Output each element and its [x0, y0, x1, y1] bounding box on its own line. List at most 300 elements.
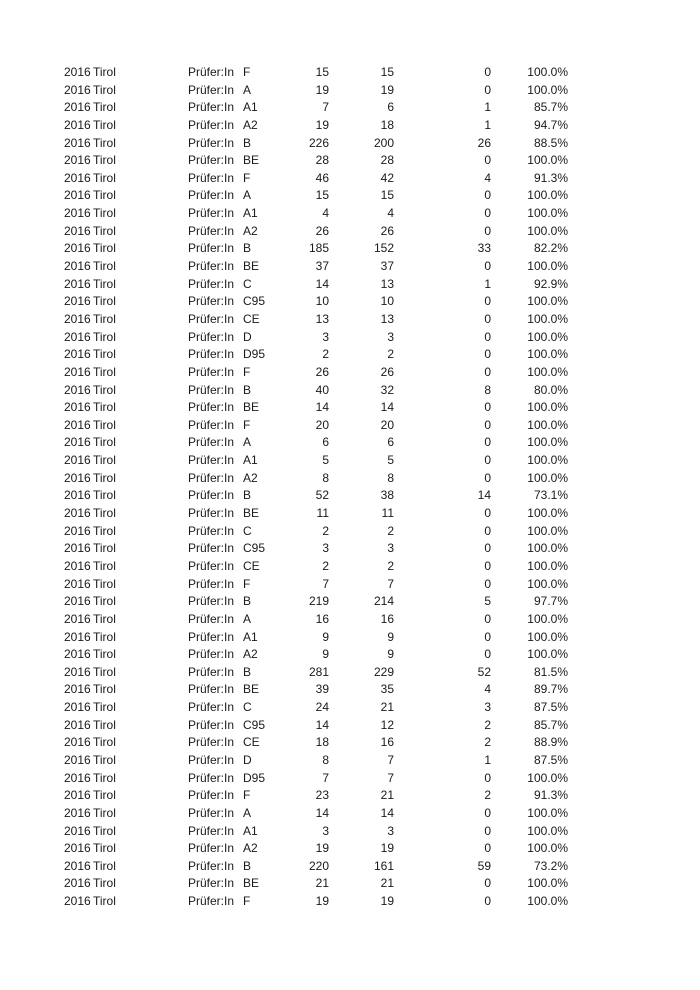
license-class-cell: C95	[243, 294, 266, 309]
role-cell: Prüfer:In	[188, 223, 235, 238]
table-row	[0, 875, 700, 893]
passed-count-cell: 3	[387, 541, 394, 556]
table-row	[0, 699, 700, 717]
table-row	[0, 329, 700, 347]
license-class-cell: D95	[243, 770, 266, 785]
failed-count-cell: 0	[484, 188, 491, 203]
table-row	[0, 823, 700, 841]
role-cell: Prüfer:In	[188, 206, 235, 221]
total-count-cell: 11	[316, 506, 329, 521]
role-cell: Prüfer:In	[188, 523, 235, 538]
total-count-cell: 19	[315, 841, 329, 856]
passed-count-cell: 19	[380, 841, 394, 856]
failed-count-cell: 8	[484, 382, 491, 397]
year-cell: 2016	[64, 876, 91, 891]
failed-count-cell: 0	[484, 558, 491, 573]
passed-count-cell: 20	[380, 417, 394, 432]
year-cell: 2016	[64, 664, 91, 679]
pass-rate-cell: 100.0%	[527, 65, 568, 79]
role-cell: Prüfer:In	[188, 700, 235, 715]
year-cell: 2016	[64, 858, 91, 873]
role-cell: Prüfer:In	[188, 682, 235, 697]
pass-rate-cell: 100.0%	[527, 506, 568, 521]
passed-count-cell: 152	[373, 241, 394, 256]
table-row	[0, 752, 700, 770]
pass-rate-cell: 73.2%	[533, 858, 568, 873]
license-class-cell: A	[243, 611, 252, 626]
passed-count-cell: 14	[380, 400, 394, 415]
failed-count-cell: 0	[484, 541, 491, 556]
failed-count-cell: 0	[484, 894, 491, 909]
role-cell: Prüfer:In	[188, 717, 235, 732]
failed-count-cell: 0	[484, 223, 491, 238]
region-cell: Tirol	[93, 647, 116, 662]
role-cell: Prüfer:In	[188, 153, 235, 168]
table-row	[0, 470, 700, 488]
role-cell: Prüfer:In	[188, 259, 235, 274]
passed-count-cell: 3	[387, 823, 394, 838]
failed-count-cell: 0	[484, 364, 491, 379]
pass-rate-cell: 100.0%	[527, 541, 568, 556]
total-count-cell: 18	[315, 735, 329, 750]
role-cell: Prüfer:In	[188, 276, 235, 291]
region-cell: Tirol	[93, 100, 116, 115]
total-count-cell: 3	[322, 329, 329, 344]
table-row	[0, 293, 700, 311]
failed-count-cell: 0	[484, 329, 491, 344]
total-count-cell: 26	[315, 364, 329, 379]
role-cell: Prüfer:In	[188, 541, 235, 556]
region-cell: Tirol	[93, 788, 116, 803]
pass-rate-cell: 100.0%	[527, 347, 568, 362]
total-count-cell: 2	[322, 347, 329, 362]
license-class-cell: CE	[243, 735, 260, 750]
region-cell: Tirol	[93, 294, 116, 309]
year-cell: 2016	[64, 717, 91, 732]
license-class-cell: F	[243, 170, 251, 185]
pass-rate-cell: 100.0%	[527, 188, 568, 203]
year-cell: 2016	[64, 453, 91, 468]
license-class-cell: A2	[243, 470, 258, 485]
year-cell: 2016	[64, 788, 91, 803]
passed-count-cell: 7	[387, 752, 394, 767]
passed-count-cell: 21	[380, 876, 394, 891]
license-class-cell: A	[243, 805, 252, 820]
passed-count-cell: 11	[381, 506, 394, 521]
pass-rate-cell: 100.0%	[527, 294, 568, 309]
year-cell: 2016	[64, 541, 91, 556]
table-row	[0, 170, 700, 188]
total-count-cell: 8	[322, 470, 329, 485]
role-cell: Prüfer:In	[188, 435, 235, 450]
total-count-cell: 15	[315, 65, 329, 79]
failed-count-cell: 5	[484, 594, 491, 609]
pass-rate-cell: 100.0%	[527, 400, 568, 415]
pass-rate-cell: 73.1%	[533, 488, 568, 503]
table-row	[0, 858, 700, 876]
total-count-cell: 185	[308, 241, 329, 256]
region-cell: Tirol	[93, 700, 116, 715]
failed-count-cell: 0	[484, 470, 491, 485]
passed-count-cell: 18	[380, 117, 394, 132]
table-row	[0, 240, 700, 258]
license-class-cell: BE	[243, 682, 260, 697]
passed-count-cell: 15	[380, 65, 394, 79]
pass-rate-cell: 100.0%	[527, 894, 568, 909]
year-cell: 2016	[64, 823, 91, 838]
role-cell: Prüfer:In	[188, 770, 235, 785]
region-cell: Tirol	[93, 488, 116, 503]
license-class-cell: D95	[243, 347, 266, 362]
role-cell: Prüfer:In	[188, 876, 235, 891]
role-cell: Prüfer:In	[188, 558, 235, 573]
role-cell: Prüfer:In	[188, 858, 235, 873]
year-cell: 2016	[64, 700, 91, 715]
license-class-cell: A2	[243, 223, 258, 238]
license-class-cell: A	[243, 82, 252, 97]
passed-count-cell: 200	[373, 135, 394, 150]
failed-count-cell: 2	[484, 788, 491, 803]
failed-count-cell: 1	[484, 276, 491, 291]
pass-rate-cell: 100.0%	[527, 629, 568, 644]
role-cell: Prüfer:In	[188, 82, 235, 97]
region-cell: Tirol	[93, 823, 116, 838]
failed-count-cell: 0	[484, 629, 491, 644]
license-class-cell: F	[243, 65, 251, 79]
passed-count-cell: 16	[380, 611, 394, 626]
role-cell: Prüfer:In	[188, 188, 235, 203]
year-cell: 2016	[64, 752, 91, 767]
year-cell: 2016	[64, 241, 91, 256]
pass-rate-cell: 100.0%	[527, 223, 568, 238]
total-count-cell: 46	[315, 170, 329, 185]
license-class-cell: F	[243, 894, 251, 909]
failed-count-cell: 4	[484, 682, 491, 697]
license-class-cell: C	[243, 700, 252, 715]
total-count-cell: 7	[322, 576, 329, 591]
pass-rate-cell: 100.0%	[527, 364, 568, 379]
license-class-cell: A	[243, 435, 252, 450]
total-count-cell: 219	[308, 594, 329, 609]
pass-rate-cell: 100.0%	[527, 841, 568, 856]
year-cell: 2016	[64, 117, 91, 132]
passed-count-cell: 3	[387, 329, 394, 344]
year-cell: 2016	[64, 311, 91, 326]
failed-count-cell: 0	[484, 770, 491, 785]
region-cell: Tirol	[93, 382, 116, 397]
role-cell: Prüfer:In	[188, 400, 235, 415]
region-cell: Tirol	[93, 276, 116, 291]
pass-rate-cell: 89.7%	[533, 682, 568, 697]
region-cell: Tirol	[93, 347, 116, 362]
table-row	[0, 505, 700, 523]
pass-rate-cell: 97.7%	[533, 594, 568, 609]
year-cell: 2016	[64, 153, 91, 168]
total-count-cell: 7	[322, 770, 329, 785]
license-class-cell: A1	[243, 629, 258, 644]
total-count-cell: 40	[315, 382, 329, 397]
license-class-cell: A2	[243, 841, 258, 856]
pass-rate-cell: 88.9%	[533, 735, 568, 750]
total-count-cell: 24	[315, 700, 329, 715]
total-count-cell: 3	[322, 823, 329, 838]
year-cell: 2016	[64, 558, 91, 573]
license-class-cell: CE	[243, 558, 260, 573]
license-class-cell: BE	[243, 153, 260, 168]
total-count-cell: 13	[315, 311, 329, 326]
region-cell: Tirol	[93, 894, 116, 909]
year-cell: 2016	[64, 523, 91, 538]
failed-count-cell: 0	[484, 647, 491, 662]
table-row	[0, 893, 700, 911]
region-cell: Tirol	[93, 364, 116, 379]
total-count-cell: 23	[315, 788, 329, 803]
pass-rate-cell: 87.5%	[533, 752, 568, 767]
role-cell: Prüfer:In	[188, 417, 235, 432]
table-row	[0, 399, 700, 417]
passed-count-cell: 7	[387, 576, 394, 591]
pass-rate-cell: 100.0%	[527, 470, 568, 485]
failed-count-cell: 52	[477, 664, 491, 679]
role-cell: Prüfer:In	[188, 788, 235, 803]
table-row	[0, 805, 700, 823]
table-row	[0, 346, 700, 364]
year-cell: 2016	[64, 347, 91, 362]
passed-count-cell: 9	[387, 629, 394, 644]
total-count-cell: 4	[322, 206, 329, 221]
failed-count-cell: 0	[484, 400, 491, 415]
passed-count-cell: 38	[380, 488, 394, 503]
year-cell: 2016	[64, 329, 91, 344]
role-cell: Prüfer:In	[188, 894, 235, 909]
passed-count-cell: 8	[387, 470, 394, 485]
table-row	[0, 187, 700, 205]
total-count-cell: 16	[315, 611, 329, 626]
pass-rate-cell: 91.3%	[533, 170, 568, 185]
region-cell: Tirol	[93, 400, 116, 415]
region-cell: Tirol	[93, 329, 116, 344]
region-cell: Tirol	[93, 876, 116, 891]
role-cell: Prüfer:In	[188, 294, 235, 309]
role-cell: Prüfer:In	[188, 382, 235, 397]
role-cell: Prüfer:In	[188, 805, 235, 820]
license-class-cell: A1	[243, 206, 258, 221]
region-cell: Tirol	[93, 65, 116, 79]
passed-count-cell: 37	[380, 259, 394, 274]
total-count-cell: 3	[322, 541, 329, 556]
license-class-cell: A	[243, 188, 252, 203]
passed-count-cell: 2	[387, 347, 394, 362]
table-row	[0, 99, 700, 117]
total-count-cell: 19	[315, 82, 329, 97]
year-cell: 2016	[64, 611, 91, 626]
region-cell: Tirol	[93, 717, 116, 732]
region-cell: Tirol	[93, 470, 116, 485]
year-cell: 2016	[64, 470, 91, 485]
passed-count-cell: 2	[387, 558, 394, 573]
table-row	[0, 487, 700, 505]
license-class-cell: B	[243, 488, 252, 503]
role-cell: Prüfer:In	[188, 135, 235, 150]
table-row	[0, 417, 700, 435]
total-count-cell: 5	[322, 453, 329, 468]
year-cell: 2016	[64, 682, 91, 697]
region-cell: Tirol	[93, 506, 116, 521]
table-row	[0, 717, 700, 735]
pass-rate-cell: 100.0%	[527, 805, 568, 820]
failed-count-cell: 0	[484, 841, 491, 856]
passed-count-cell: 214	[373, 594, 394, 609]
total-count-cell: 39	[315, 682, 329, 697]
failed-count-cell: 59	[477, 858, 491, 873]
role-cell: Prüfer:In	[188, 594, 235, 609]
passed-count-cell: 19	[380, 894, 394, 909]
year-cell: 2016	[64, 294, 91, 309]
total-count-cell: 9	[322, 629, 329, 644]
table-row	[0, 681, 700, 699]
role-cell: Prüfer:In	[188, 329, 235, 344]
total-count-cell: 21	[315, 876, 329, 891]
region-cell: Tirol	[93, 735, 116, 750]
passed-count-cell: 35	[380, 682, 394, 697]
table-row	[0, 434, 700, 452]
pass-rate-cell: 100.0%	[527, 576, 568, 591]
total-count-cell: 14	[315, 276, 329, 291]
total-count-cell: 2	[322, 558, 329, 573]
table-row	[0, 135, 700, 153]
passed-count-cell: 15	[380, 188, 394, 203]
table-row	[0, 276, 700, 294]
license-class-cell: F	[243, 788, 251, 803]
year-cell: 2016	[64, 400, 91, 415]
license-class-cell: A2	[243, 117, 258, 132]
total-count-cell: 6	[322, 435, 329, 450]
failed-count-cell: 0	[484, 506, 491, 521]
license-class-cell: F	[243, 364, 251, 379]
table-row	[0, 311, 700, 329]
passed-count-cell: 42	[380, 170, 394, 185]
license-class-cell: B	[243, 594, 252, 609]
failed-count-cell: 0	[484, 453, 491, 468]
region-cell: Tirol	[93, 417, 116, 432]
table-row	[0, 382, 700, 400]
role-cell: Prüfer:In	[188, 841, 235, 856]
role-cell: Prüfer:In	[188, 311, 235, 326]
table-row	[0, 787, 700, 805]
year-cell: 2016	[64, 506, 91, 521]
role-cell: Prüfer:In	[188, 752, 235, 767]
pass-rate-cell: 100.0%	[527, 823, 568, 838]
total-count-cell: 26	[315, 223, 329, 238]
passed-count-cell: 2	[387, 523, 394, 538]
total-count-cell: 9	[322, 647, 329, 662]
pass-rate-cell: 100.0%	[527, 259, 568, 274]
role-cell: Prüfer:In	[188, 241, 235, 256]
year-cell: 2016	[64, 629, 91, 644]
total-count-cell: 15	[315, 188, 329, 203]
license-class-cell: D	[243, 752, 252, 767]
passed-count-cell: 19	[380, 82, 394, 97]
region-cell: Tirol	[93, 241, 116, 256]
pass-rate-cell: 85.7%	[533, 717, 568, 732]
license-class-cell: B	[243, 241, 252, 256]
failed-count-cell: 0	[484, 805, 491, 820]
role-cell: Prüfer:In	[188, 470, 235, 485]
year-cell: 2016	[64, 770, 91, 785]
table-row	[0, 664, 700, 682]
failed-count-cell: 26	[477, 135, 491, 150]
region-cell: Tirol	[93, 435, 116, 450]
license-class-cell: A2	[243, 647, 258, 662]
license-class-cell: BE	[243, 876, 260, 891]
pass-rate-cell: 100.0%	[527, 153, 568, 168]
region-cell: Tirol	[93, 223, 116, 238]
region-cell: Tirol	[93, 82, 116, 97]
pass-rate-cell: 100.0%	[527, 523, 568, 538]
pass-rate-cell: 100.0%	[527, 453, 568, 468]
region-cell: Tirol	[93, 188, 116, 203]
role-cell: Prüfer:In	[188, 364, 235, 379]
table-row	[0, 646, 700, 664]
failed-count-cell: 0	[484, 417, 491, 432]
role-cell: Prüfer:In	[188, 823, 235, 838]
year-cell: 2016	[64, 65, 91, 79]
table-row	[0, 611, 700, 629]
region-cell: Tirol	[93, 594, 116, 609]
license-class-cell: B	[243, 382, 252, 397]
total-count-cell: 10	[315, 294, 329, 309]
total-count-cell: 14	[315, 400, 329, 415]
passed-count-cell: 6	[387, 435, 394, 450]
region-cell: Tirol	[93, 664, 116, 679]
passed-count-cell: 7	[387, 770, 394, 785]
pass-rate-cell: 100.0%	[527, 82, 568, 97]
passed-count-cell: 5	[387, 453, 394, 468]
failed-count-cell: 4	[484, 170, 491, 185]
failed-count-cell: 3	[484, 700, 491, 715]
region-cell: Tirol	[93, 453, 116, 468]
total-count-cell: 14	[315, 717, 329, 732]
year-cell: 2016	[64, 223, 91, 238]
failed-count-cell: 0	[484, 294, 491, 309]
failed-count-cell: 1	[484, 100, 491, 115]
table-row	[0, 558, 700, 576]
table-row	[0, 258, 700, 276]
table-row	[0, 64, 700, 82]
failed-count-cell: 0	[484, 823, 491, 838]
pass-rate-cell: 80.0%	[533, 382, 568, 397]
license-class-cell: B	[243, 664, 252, 679]
role-cell: Prüfer:In	[188, 100, 235, 115]
table-row	[0, 223, 700, 241]
pass-rate-cell: 100.0%	[527, 611, 568, 626]
total-count-cell: 8	[322, 752, 329, 767]
failed-count-cell: 0	[484, 153, 491, 168]
year-cell: 2016	[64, 82, 91, 97]
pass-rate-cell: 87.5%	[533, 700, 568, 715]
year-cell: 2016	[64, 100, 91, 115]
region-cell: Tirol	[93, 259, 116, 274]
table-row	[0, 117, 700, 135]
year-cell: 2016	[64, 382, 91, 397]
failed-count-cell: 2	[484, 735, 491, 750]
region-cell: Tirol	[93, 311, 116, 326]
table-row	[0, 82, 700, 100]
total-count-cell: 7	[322, 100, 329, 115]
table-row	[0, 734, 700, 752]
region-cell: Tirol	[93, 576, 116, 591]
failed-count-cell: 1	[484, 752, 491, 767]
